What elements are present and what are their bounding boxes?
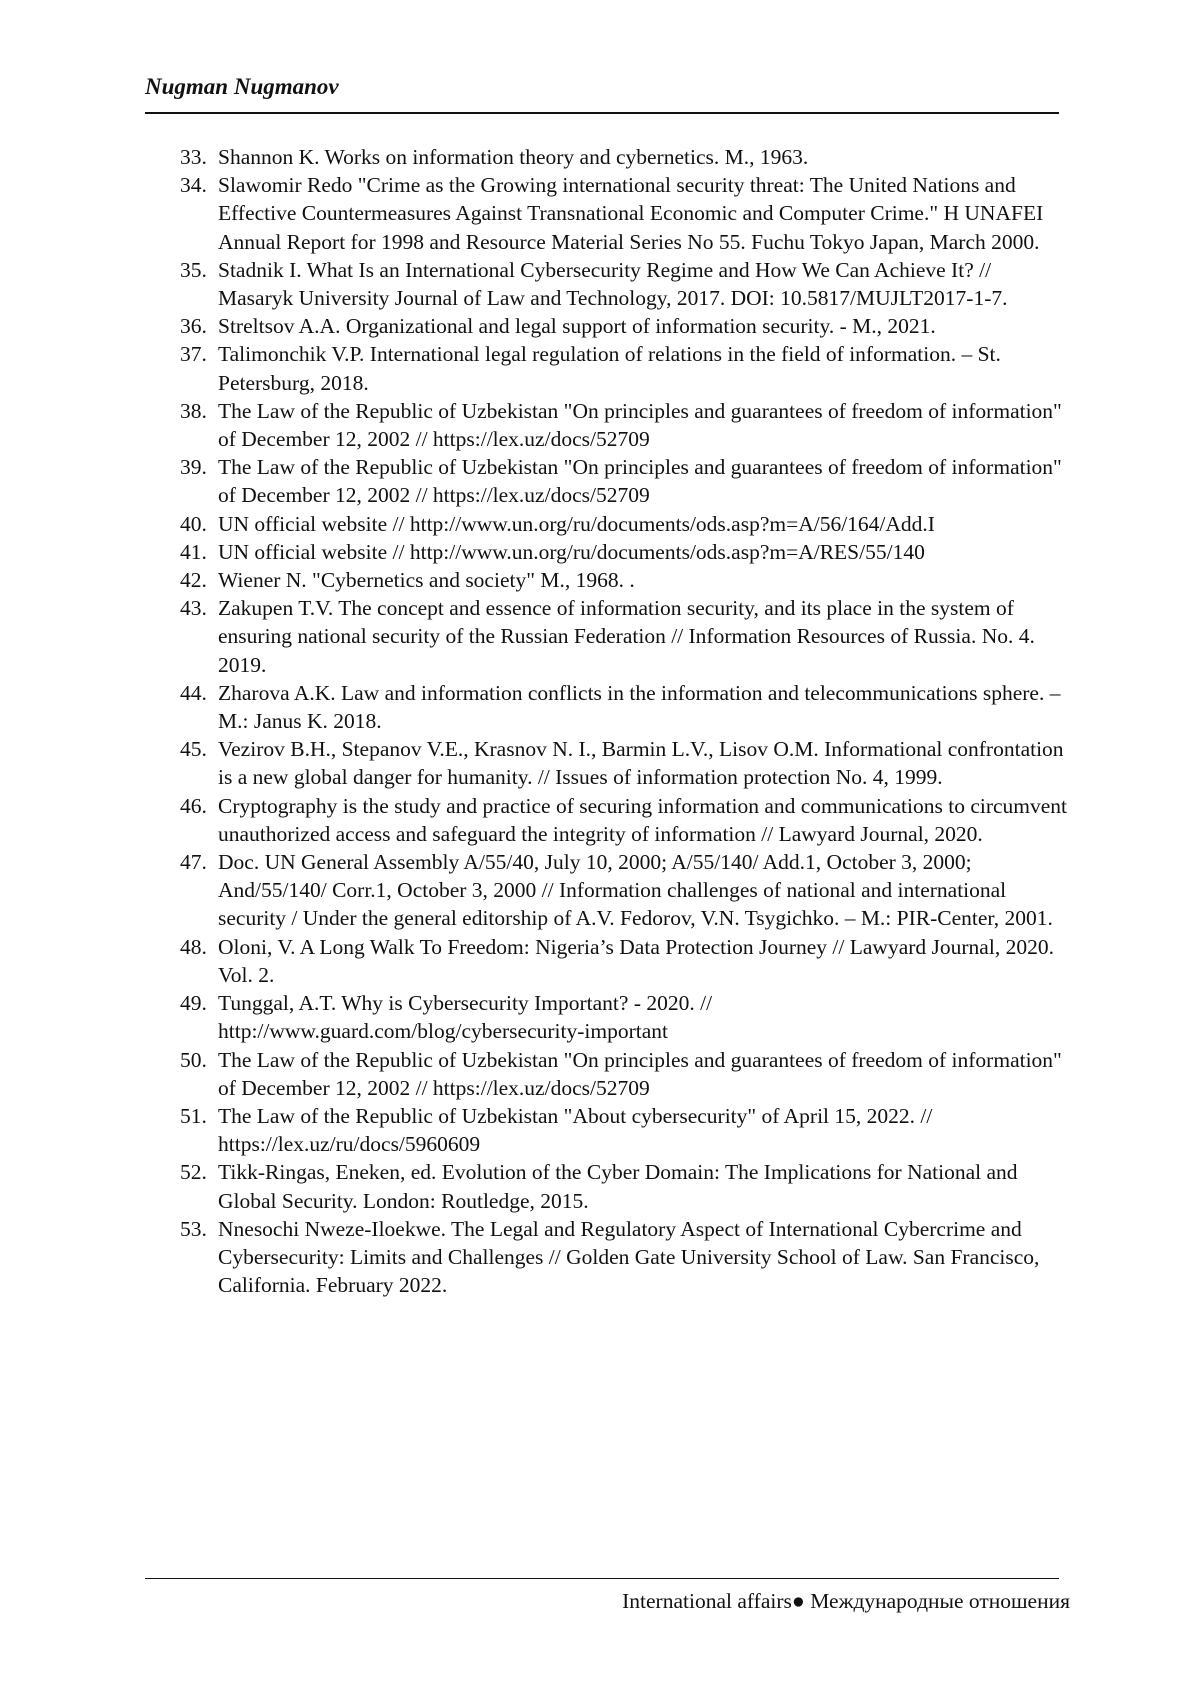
footer-divider	[145, 1578, 1059, 1579]
reference-number: 50.	[180, 1047, 207, 1072]
reference-text: Wiener N. "Cybernetics and society" M., 1968. .	[218, 568, 635, 593]
reference-number: 53.	[180, 1216, 207, 1241]
reference-number: 33.	[180, 145, 207, 169]
reference-item	[145, 989, 1070, 1045]
reference-number: 51.	[180, 1103, 207, 1128]
reference-text: Oloni, V. A Long Walk To Freedom: Nigeria’s Data Protection Journey // Lawyard Journal, 2020. Vol. 2.	[218, 934, 1054, 987]
reference-number: 46.	[180, 793, 207, 818]
reference-text: Streltsov A.A. Organizational and legal support of information security. - M., 2021.	[218, 314, 936, 339]
reference-item	[145, 1158, 1070, 1214]
reference-item	[145, 143, 1070, 171]
reference-text: The Law of the Republic of Uzbekistan "On principles and guarantees of freedom of information" of December 12, 2002 // https://lex.uz/docs/52709	[218, 398, 1062, 452]
reference-item	[145, 312, 1070, 340]
reference-item	[145, 848, 1070, 933]
reference-text: Vezirov B.H., Stepanov V.E., Krasnov N. I., Barmin L.V., Lisov O.M. Informational confrontation is a new global danger for humanity. // Issues of information protection No. 4, 1999.	[218, 737, 1064, 790]
reference-item	[145, 397, 1070, 453]
reference-text: Shannon K. Works on information theory and cybernetics. M., 1963.	[218, 145, 809, 169]
reference-number: 43.	[180, 596, 207, 621]
reference-number: 37.	[180, 342, 207, 367]
reference-number: 45.	[180, 737, 207, 762]
page-footer	[145, 1578, 1070, 1614]
reference-item	[145, 256, 1070, 312]
reference-item	[145, 1215, 1070, 1300]
reference-text: Tikk-Ringas, Eneken, ed. Evolution of the Cyber Domain: The Implications for National and Global Security. London: Routledge, 2015.	[218, 1160, 1018, 1213]
reference-number: 36.	[180, 314, 207, 339]
reference-item	[145, 792, 1070, 848]
journal-name: International affairs● Международные отношения	[622, 1589, 1070, 1613]
reference-text: Talimonchik V.P. International legal regulation of relations in the field of information. – St. Petersburg, 2018.	[218, 342, 1001, 395]
reference-item	[145, 566, 1070, 594]
reference-item	[145, 453, 1070, 509]
reference-text: Stadnik I. What Is an International Cybersecurity Regime and How We Can Achieve It? // Masaryk University Journal of Law and Technology, 2017. DOI: 10.5817/MUJLT2017-1-7.	[218, 257, 1008, 311]
header-divider	[145, 112, 1059, 114]
reference-text: The Law of the Republic of Uzbekistan "On principles and guarantees of freedom of information" of December 12, 2002 // https://lex.uz/docs/52709	[218, 1047, 1062, 1100]
reference-number: 34.	[180, 173, 207, 198]
reference-number: 40.	[180, 511, 207, 536]
reference-text: The Law of the Republic of Uzbekistan "About cybersecurity" of April 15, 2022. // https://lex.uz/ru/docs/5960609	[218, 1103, 933, 1157]
reference-text: Nnesochi Nweze-Iloekwe. The Legal and Regulatory Aspect of International Cybercrime and Cybersecurity: Limits and Challenges // Golden Gate University School of Law. San Francisco, California. February 2022.	[218, 1216, 1040, 1298]
reference-item	[145, 171, 1070, 256]
reference-item	[145, 933, 1070, 989]
reference-item	[145, 340, 1070, 396]
reference-text: Doc. UN General Assembly A/55/40, July 10, 2000; A/55/140/ Add.1, October 3, 2000; And/55/140/ Corr.1, October 3, 2000 // Information challenges of national and international security / Under the general editorship of A.V. Fedorov, V.N. Tsygichko. – M.: PIR-Center, 2001.	[218, 850, 1053, 931]
author-name: Nugman Nugmanov	[145, 74, 339, 99]
reference-number: 42.	[180, 568, 207, 593]
reference-text: Tunggal, A.T. Why is Cybersecurity Important? - 2020. // http://www.guard.com/blog/cybersecurity-important	[218, 991, 713, 1044]
reference-item	[145, 1046, 1070, 1102]
reference-number: 48.	[180, 934, 207, 959]
reference-text: UN official website // http://www.un.org/ru/documents/ods.asp?m=A/RES/55/140	[218, 539, 925, 564]
reference-number: 35.	[180, 257, 207, 282]
reference-number: 38.	[180, 398, 207, 423]
reference-number: 39.	[180, 455, 207, 480]
reference-text: The Law of the Republic of Uzbekistan "On principles and guarantees of freedom of information" of December 12, 2002 // https://lex.uz/docs/52709	[218, 455, 1062, 508]
reference-number: 41.	[180, 539, 207, 564]
reference-item	[145, 510, 1070, 538]
reference-item	[145, 679, 1070, 735]
reference-text: Cryptography is the study and practice of securing information and communications to circumvent unauthorized access and safeguard the integrity of information // Lawyard Journal, 2020.	[218, 793, 1068, 846]
reference-text: Zakupen T.V. The concept and essence of information security, and its place in the system of ensuring national security of the Russian Federation // Information Resources of Russia. No. 4. 2019.	[218, 596, 1035, 677]
reference-text: Slawomir Redo "Crime as the Growing international security threat: The United Nations and Effective Countermeasures Against Transnational Economic and Computer Crime." H UNAFEI Annual Report for 1998 and Resource Material Series No 55. Fuchu Tokyo Japan, March 2000.	[218, 173, 1044, 254]
reference-number: 44.	[180, 680, 207, 705]
reference-number: 52.	[180, 1160, 207, 1185]
reference-list	[145, 143, 1070, 1299]
page-header	[145, 74, 1059, 114]
reference-text: UN official website // http://www.un.org/ru/documents/ods.asp?m=A/56/164/Add.I	[218, 511, 935, 536]
reference-item	[145, 538, 1070, 566]
reference-number: 49.	[180, 991, 207, 1016]
reference-text: Zharova A.K. Law and information conflicts in the information and telecommunications sphere. – M.: Janus K. 2018.	[218, 680, 1061, 734]
reference-item	[145, 1102, 1070, 1158]
reference-item	[145, 594, 1070, 679]
reference-number: 47.	[180, 850, 207, 875]
reference-item	[145, 735, 1070, 791]
